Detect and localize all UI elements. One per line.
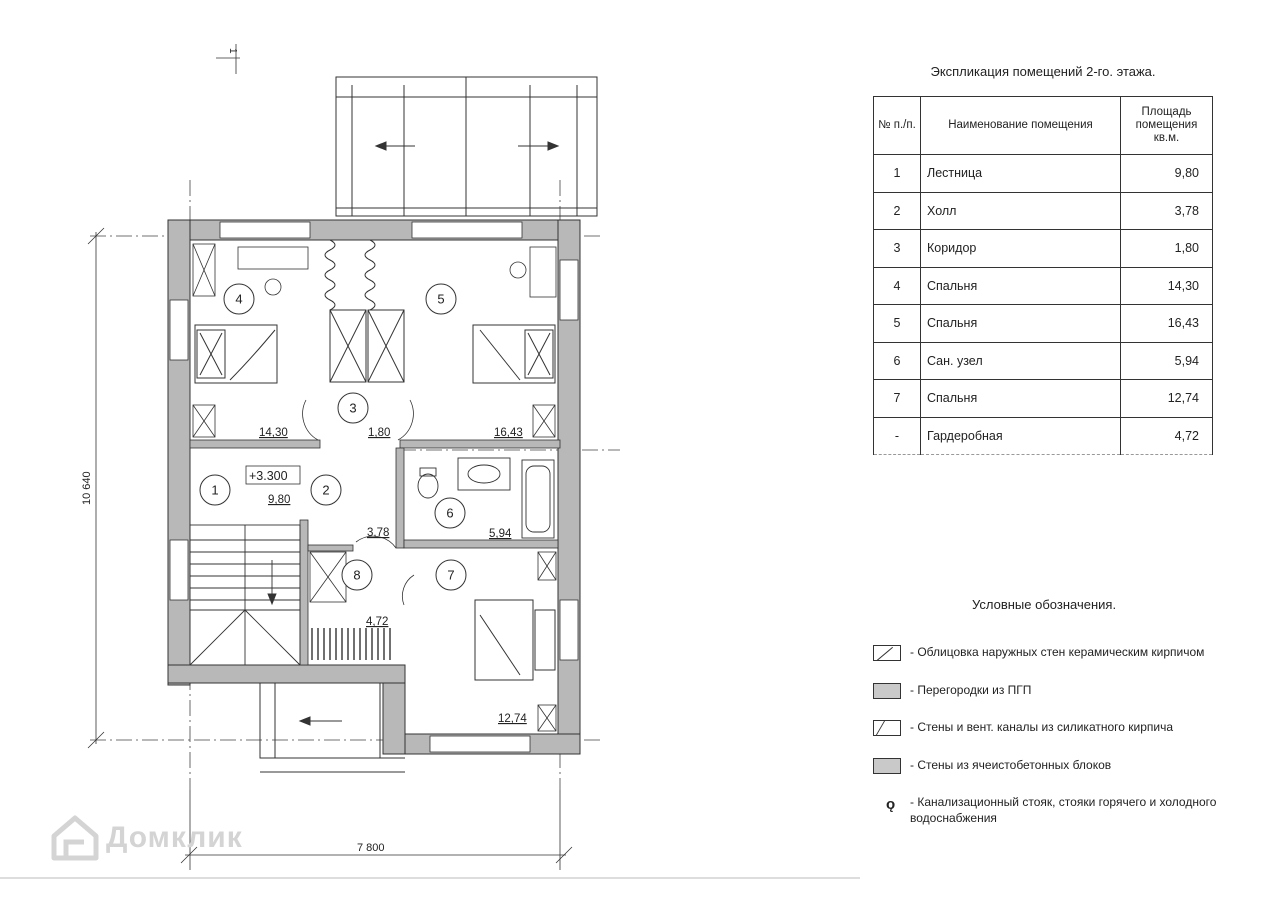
watermark [50, 814, 243, 862]
room-marker-1 [200, 475, 230, 505]
legend-text: - Перегородки из ПГП [910, 683, 1032, 697]
dimension-width-label: 7 800 [357, 842, 385, 854]
closet-rail [312, 628, 390, 660]
level-mark [246, 466, 300, 484]
row-area: 3,78 [1121, 192, 1213, 230]
header-name: Наименование помещения [921, 97, 1121, 155]
table-row [874, 267, 1213, 305]
row-name: Лестница [921, 155, 1121, 193]
row-name: Спальня [921, 305, 1121, 343]
room-marker-7 [436, 560, 466, 590]
row-num: 7 [874, 380, 921, 418]
riser-icon: ǫ [886, 796, 896, 813]
row-area: 1,80 [1121, 230, 1213, 268]
legend-item [873, 795, 1233, 826]
row-area: 14,30 [1121, 267, 1213, 305]
row-num: 2 [874, 192, 921, 230]
bed-room-5 [473, 325, 555, 383]
table-row [874, 230, 1213, 268]
row-num: 1 [874, 155, 921, 193]
bed-room-7 [475, 600, 555, 680]
area-label-room-4: 14,30 [259, 427, 288, 439]
room-marker-6 [435, 498, 465, 528]
legend-text: - Стены из ячеистобетонных блоков [910, 758, 1112, 772]
section-mark-label: 1 [227, 48, 238, 54]
bed-room-4 [195, 325, 277, 383]
room-marker-4 [224, 284, 254, 314]
room-marker-2 [311, 475, 341, 505]
row-num: 5 [874, 305, 921, 343]
table-header-row [874, 97, 1213, 155]
row-num: 4 [874, 267, 921, 305]
row-area: 9,80 [1121, 155, 1213, 193]
svg-text:4: 4 [235, 291, 243, 307]
svg-text:+3.300: +3.300 [249, 469, 288, 483]
svg-text:5: 5 [437, 291, 445, 307]
svg-text:2: 2 [322, 482, 330, 498]
watermark-text: Домклик [106, 821, 243, 854]
table-row [874, 192, 1213, 230]
staircase [190, 525, 300, 665]
table-row [874, 417, 1213, 455]
row-area: 5,94 [1121, 342, 1213, 380]
legend-item [873, 683, 1031, 699]
area-label-room-7: 12,74 [498, 713, 527, 725]
room-marker-5 [426, 284, 456, 314]
row-area: 4,72 [1121, 417, 1213, 455]
area-label-room-3: 1,80 [368, 427, 391, 439]
row-area: 16,43 [1121, 305, 1213, 343]
svg-text:8: 8 [353, 567, 361, 583]
table-row [874, 155, 1213, 193]
dimension-height-label: 10 640 [81, 471, 93, 505]
table-row [874, 342, 1213, 380]
half-hatch-swatch-icon [873, 720, 901, 736]
grey-swatch-icon [873, 683, 901, 699]
explication-table [873, 96, 1213, 455]
row-num: 3 [874, 230, 921, 268]
balcony-arrow-left-icon [376, 142, 415, 150]
bathroom-fixtures [418, 458, 554, 538]
wardrobe-units [325, 240, 404, 382]
row-name: Коридор [921, 230, 1121, 268]
porch-arrow-left-icon [300, 717, 342, 725]
house-logo-icon [50, 814, 100, 862]
area-label-room-1: 9,80 [268, 494, 291, 506]
room-marker-8 [342, 560, 372, 590]
svg-text:3: 3 [349, 400, 357, 416]
legend-item [873, 645, 1204, 661]
cabinets [193, 244, 556, 731]
room-marker-3 [338, 393, 368, 423]
legend-item [873, 720, 1173, 736]
hatch-swatch-icon [873, 645, 901, 661]
area-label-room-2: 3,78 [367, 527, 390, 539]
row-num: - [874, 417, 921, 455]
legend-title: Условные обозначения. [972, 597, 1117, 612]
legend-text: - Облицовка наружных стен керамическим кирпичом [910, 645, 1205, 659]
area-label-room-8: 4,72 [366, 616, 389, 628]
grey-swatch-icon [873, 758, 901, 774]
row-name: Холл [921, 192, 1121, 230]
area-label-room-6: 5,94 [489, 528, 512, 540]
partitions [190, 440, 560, 665]
explication-title: Экспликация помещений 2-го. этажа. [930, 64, 1156, 79]
legend-item [873, 758, 1111, 774]
table-row [874, 380, 1213, 418]
svg-text:7: 7 [447, 567, 455, 583]
row-area: 12,74 [1121, 380, 1213, 418]
balcony-arrow-right-icon [518, 142, 558, 150]
svg-text:6: 6 [446, 505, 454, 521]
area-label-room-5: 16,43 [494, 427, 523, 439]
header-area: Площадь помещения кв.м. [1121, 97, 1213, 155]
row-name: Спальня [921, 267, 1121, 305]
row-name: Спальня [921, 380, 1121, 418]
row-name: Гардеробная [921, 417, 1121, 455]
svg-text:1: 1 [211, 482, 219, 498]
row-name: Сан. узел [921, 342, 1121, 380]
legend-text: - Канализационный стояк, стояки горячего и холодного водоснабжения [910, 795, 1217, 825]
header-num: № п./п. [874, 97, 921, 155]
table-row [874, 305, 1213, 343]
row-num: 6 [874, 342, 921, 380]
legend-text: - Стены и вент. каналы из силикатного кирпича [910, 720, 1174, 734]
